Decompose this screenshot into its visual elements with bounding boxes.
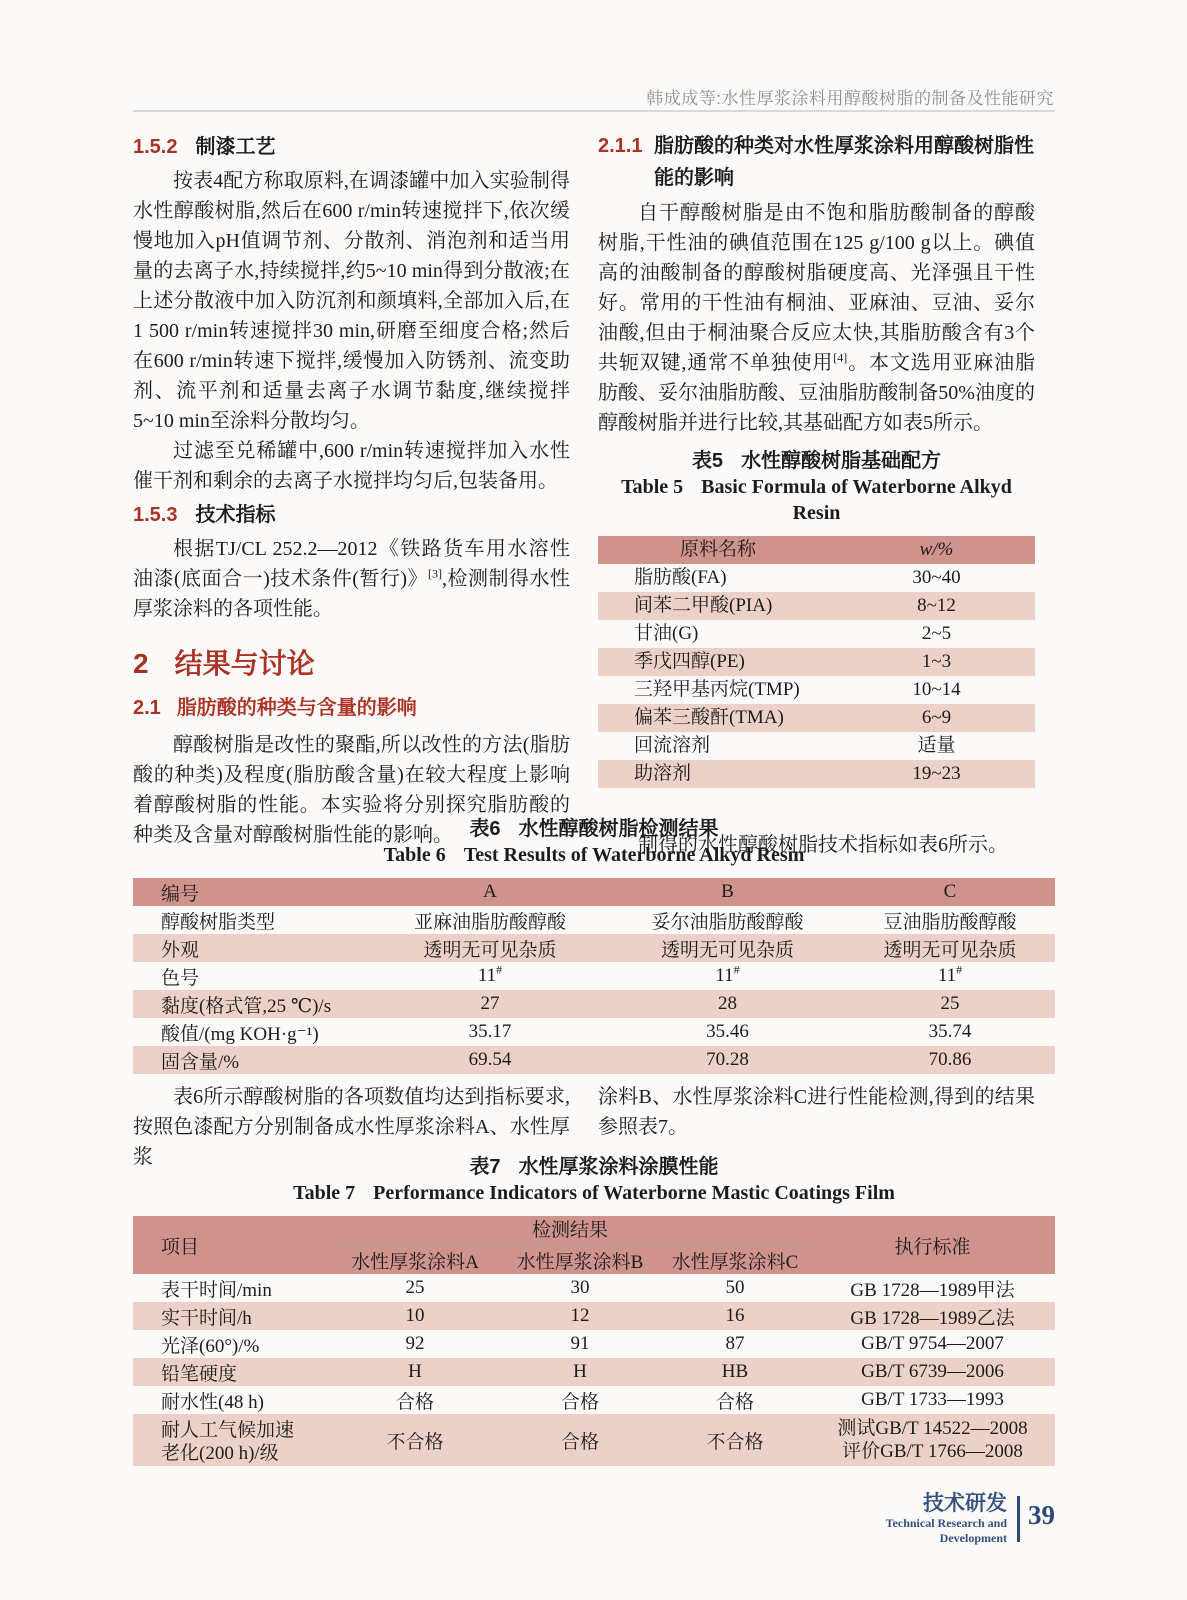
row-label: 酸值/(mg KOH·g⁻¹) [161, 1023, 319, 1045]
footer-section-cn: 技术研发 [923, 1492, 1007, 1515]
cell-value: H [573, 1361, 587, 1382]
column-header: 执行标准 [894, 1236, 971, 1258]
table-row [598, 704, 1035, 732]
paragraph: 表6所示醇酸树脂的各项数值均达到指标要求,按照色漆配方分别制备成水性厚浆涂料A、水性厚浆 [133, 1086, 570, 1168]
table-row [133, 962, 1055, 990]
table7-caption-en [133, 1180, 1055, 1206]
cell-value [845, 962, 1055, 987]
results-group-header [330, 1216, 810, 1274]
hash-superscript: # [733, 962, 740, 977]
cell-value: 87 [725, 1333, 745, 1354]
section-number: 1.5.3 [133, 504, 178, 526]
table6-section [133, 816, 1055, 1074]
column-header: 原料名称 [679, 539, 756, 560]
section-number: 2.1 [133, 697, 161, 719]
paragraph-with-citation [598, 198, 1035, 438]
cell-value: 合格 [560, 1431, 599, 1453]
row-label-line2: 老化(200 h)/级 [161, 1442, 279, 1464]
section-heading-211 [598, 130, 1035, 194]
paragraph-text: 根据TJ/CL 252.2—2012《铁路货车用水溶性油漆(底面合一)技术条件(暂行)》 [133, 538, 570, 590]
cell-value: 91 [570, 1333, 590, 1354]
cell-value: 69.54 [468, 1049, 512, 1070]
cell-value: 35.17 [468, 1021, 512, 1042]
ingredient-value: 6~9 [921, 707, 952, 728]
table6-caption-en [133, 842, 1055, 868]
table7-caption-cn [133, 1154, 1055, 1180]
table-row [133, 1018, 1055, 1046]
caption-label: Table 7 [293, 1182, 356, 1204]
table7 [133, 1216, 1055, 1466]
table-row [133, 1330, 1055, 1358]
table-row [133, 1386, 1055, 1414]
hash-superscript: # [496, 962, 503, 977]
table-row [133, 1414, 1055, 1466]
caption-label: 表5 [691, 450, 724, 472]
caption-text: 水性厚浆涂料涂膜性能 [518, 1156, 719, 1178]
standard-reference: GB 1728—1989甲法 [850, 1279, 1015, 1301]
page-number: 39 [1028, 1500, 1055, 1530]
table5-caption-cn [598, 448, 1035, 474]
column-header: 编号 [161, 883, 200, 905]
section-title: 结果与讨论 [174, 648, 315, 679]
section-heading-153 [133, 500, 570, 530]
ingredient-name: 三羟甲基丙烷(TMP) [634, 679, 800, 700]
column-header: 水性厚浆涂料A [351, 1251, 479, 1273]
cell-value [370, 962, 610, 987]
left-column [133, 128, 570, 850]
row-label [133, 1416, 330, 1465]
section-title: 脂肪酸的种类对水性厚浆涂料用醇酸树脂性能的影响 [654, 135, 1034, 189]
table-row [598, 732, 1035, 760]
standard-reference [810, 1417, 1055, 1463]
row-label: 黏度(格式管,25 ℃)/s [161, 995, 332, 1017]
ingredient-value: 19~23 [912, 763, 961, 784]
standard-reference: GB/T 1733—1993 [861, 1389, 1004, 1410]
column-header: 项目 [161, 1236, 200, 1258]
paragraph: 涂料B、水性厚浆涂料C进行性能检测,得到的结果参照表7。 [598, 1086, 1035, 1138]
page-footer [853, 1492, 1055, 1546]
row-label: 色号 [161, 967, 200, 989]
table-row [133, 1358, 1055, 1386]
section-number: 1.5.2 [133, 136, 178, 158]
section-heading-2 [133, 644, 570, 684]
table-row [133, 934, 1055, 962]
footer-divider [1017, 1496, 1020, 1542]
ingredient-value: 2~5 [921, 623, 952, 644]
running-head-title: 韩成成等:水性厚浆涂料用醇酸树脂的制备及性能研究 [646, 89, 1054, 108]
section-heading-152 [133, 132, 570, 162]
table-row [133, 990, 1055, 1018]
table-row [598, 620, 1035, 648]
header-rule [133, 110, 1055, 112]
cell-value: 透明无可见杂质 [883, 939, 1017, 961]
table-row [133, 1274, 1055, 1302]
section-title: 技术指标 [195, 504, 276, 526]
sub-header-row [330, 1246, 810, 1274]
cell-value: 25 [940, 993, 960, 1014]
citation-marker: [3] [428, 566, 443, 581]
section-number: 2 [133, 648, 149, 679]
footer-section-name [853, 1492, 1007, 1546]
footer-section-en: Technical Research and Development [885, 1516, 1007, 1545]
table-row [133, 1046, 1055, 1074]
table6-header-row [133, 878, 1055, 906]
standard-reference: GB/T 9754—2007 [861, 1333, 1004, 1354]
ingredient-name: 甘油(G) [634, 623, 699, 644]
cell-value: 30 [570, 1277, 590, 1298]
cell-value: 12 [570, 1305, 590, 1326]
cell-value: 28 [718, 993, 737, 1014]
row-label: 光泽(60°)/% [161, 1335, 260, 1357]
cell-value: 70.86 [928, 1049, 972, 1070]
cell-number: 11 [715, 965, 734, 986]
row-label: 铅笔硬度 [161, 1363, 238, 1385]
cell-value: 合格 [715, 1391, 754, 1413]
cell-value: 35.46 [706, 1021, 749, 1042]
table7-section [133, 1154, 1055, 1466]
cell-value: 不合格 [386, 1431, 444, 1453]
row-label: 实干时间/h [161, 1307, 252, 1329]
ingredient-name: 助溶剂 [634, 763, 692, 784]
ingredient-name: 回流溶剂 [634, 735, 711, 756]
cell-value: 27 [480, 993, 500, 1014]
column-header: 水性厚浆涂料B [516, 1251, 644, 1273]
cell-value: 合格 [560, 1391, 599, 1413]
cell-value: 透明无可见杂质 [660, 939, 794, 961]
cell-number: 11 [937, 965, 957, 986]
cell-value: 50 [725, 1277, 745, 1298]
ingredient-name: 偏苯三酸酐(TMA) [634, 707, 784, 728]
group-header: 检测结果 [330, 1216, 810, 1246]
column-header: A [483, 881, 497, 902]
table7-header [133, 1216, 1055, 1274]
table5-caption-en [598, 474, 1035, 526]
table6-caption-cn [133, 816, 1055, 842]
caption-text: 水性醇酸树脂基础配方 [741, 450, 942, 472]
cell-value: 70.28 [706, 1049, 749, 1070]
cell-value: 25 [405, 1277, 425, 1298]
table-row [133, 906, 1055, 934]
caption-text: 水性醇酸树脂检测结果 [518, 818, 719, 840]
ingredient-value: 30~40 [912, 567, 961, 588]
column-header: w/% [919, 539, 954, 560]
column-header: C [943, 881, 957, 902]
paragraph-text: 。本文选用亚麻油脂肪酸、妥尔油脂肪酸、豆油脂肪酸制备50%油度的醇酸树脂并进行比较,其基础配方如表5所示。 [598, 352, 1036, 434]
table5-section [598, 448, 1035, 788]
row-label: 耐水性(48 h) [161, 1391, 264, 1413]
cell-value: 豆油脂肪酸醇酸 [883, 911, 1017, 933]
section-heading-21 [133, 692, 570, 724]
caption-label: Table 6 [383, 844, 446, 866]
standard-line1: 测试GB/T 14522—2008 [837, 1418, 1028, 1439]
hash-superscript: # [956, 962, 963, 977]
table-row [598, 648, 1035, 676]
paragraph-text: ,检测制得水性厚浆涂料的各项性能。 [133, 568, 571, 620]
table6 [133, 878, 1055, 1074]
table-row [598, 564, 1035, 592]
section-title: 脂肪酸的种类与含量的影响 [176, 697, 417, 719]
table-row [598, 760, 1035, 788]
caption-label: 表7 [469, 1156, 501, 1178]
standard-reference: GB/T 6739—2006 [861, 1361, 1004, 1382]
cell-value: 合格 [395, 1391, 434, 1413]
ingredient-name: 间苯二甲酸(PIA) [634, 595, 773, 616]
ingredient-name: 季戊四醇(PE) [634, 651, 745, 672]
ingredient-value: 适量 [917, 735, 956, 756]
row-label: 固含量/% [161, 1051, 240, 1073]
paragraph-text: 自干醇酸树脂是由不饱和脂肪酸制备的醇酸树脂,干性油的碘值范围在125 g/100 g以上。碘值高的油酸制备的醇酸树脂硬度高、光泽强且干性好。常用的干性油有桐油、亚麻油、豆油、妥尔油酸,但由于桐油聚合反应太快,其脂肪酸含有3个共轭双键,通常不单独使用 [598, 202, 1035, 374]
ingredient-value: 1~3 [921, 651, 952, 672]
column-header: 水性厚浆涂料C [671, 1251, 799, 1273]
cell-value: 不合格 [706, 1431, 764, 1453]
column-header: B [721, 881, 734, 902]
ingredient-name: 脂肪酸(FA) [634, 567, 727, 588]
paragraph: 按表4配方称取原料,在调漆罐中加入实验制得水性醇酸树脂,然后在600 r/min转速搅拌下,依次缓慢地加入pH值调节剂、分散剂、消泡剂和适当用量的去离子水,持续搅拌,约5~10 min得到分散液;在上述分散液中加入防沉剂和颜填料,全部加入后,在1 500 r/min转速搅拌30 min,研磨至细度合格;然后在600 r/min转速下搅拌,缓慢加入防锈剂、流变助剂、流平剂和适量去离子水调节黏度,继续搅拌5~10 min至涂料分散均匀。 [133, 170, 570, 432]
section-title: 制漆工艺 [195, 136, 276, 158]
standard-reference: GB 1728—1989乙法 [850, 1307, 1015, 1329]
table5-header-row [598, 536, 1035, 564]
cell-value: 10 [405, 1305, 425, 1326]
cell-number: 11 [477, 965, 497, 986]
paragraph: 过滤至兑稀罐中,600 r/min转速搅拌加入水性催干剂和剩余的去离子水搅拌均匀后,包装备用。 [133, 440, 570, 492]
caption-text: Performance Indicators of Waterborne Mastic Coatings Film [373, 1182, 895, 1204]
table-row [598, 592, 1035, 620]
section-number: 2.1.1 [598, 135, 643, 157]
cell-value [610, 962, 845, 987]
row-label-line1: 耐人工气候加速 [161, 1419, 295, 1441]
table-row [133, 1302, 1055, 1330]
row-label: 表干时间/min [161, 1279, 272, 1301]
caption-label: Table 5 [621, 476, 684, 498]
table5 [598, 536, 1035, 788]
cell-value: 16 [725, 1305, 745, 1326]
cell-value: 92 [405, 1333, 425, 1354]
ingredient-value: 8~12 [917, 595, 956, 616]
paragraph: 制得的水性醇酸树脂技术指标如表6所示。 [638, 834, 1008, 856]
row-label: 醇酸树脂类型 [161, 911, 276, 933]
citation-marker: [4] [833, 350, 848, 365]
cell-value: HB [721, 1361, 749, 1382]
cell-value: 妥尔油脂肪酸醇酸 [651, 911, 804, 933]
caption-text: Basic Formula of Waterborne Alkyd Resin [701, 476, 1012, 524]
cell-value: H [408, 1361, 422, 1382]
right-column [598, 128, 1035, 860]
table-row [598, 676, 1035, 704]
cell-value: 35.74 [928, 1021, 972, 1042]
paragraph-with-citation [133, 534, 570, 624]
row-label: 外观 [161, 939, 200, 961]
caption-label: 表6 [469, 818, 501, 840]
paragraph: 醇酸树脂是改性的聚酯,所以改性的方法(脂肪酸的种类)及程度(脂肪酸含量)在较大程度上影响着醇酸树脂的性能。本实验将分别探究脂肪酸的种类及含量对醇酸树脂性能的影响。 [133, 734, 570, 846]
ingredient-value: 10~14 [912, 679, 961, 700]
cell-value: 透明无可见杂质 [423, 939, 557, 961]
caption-text: Test Results of Waterborne Alkyd Resin [463, 844, 805, 866]
standard-line2: 评价GB/T 1766—2008 [842, 1441, 1023, 1462]
cell-value: 亚麻油脂肪酸醇酸 [413, 911, 566, 933]
